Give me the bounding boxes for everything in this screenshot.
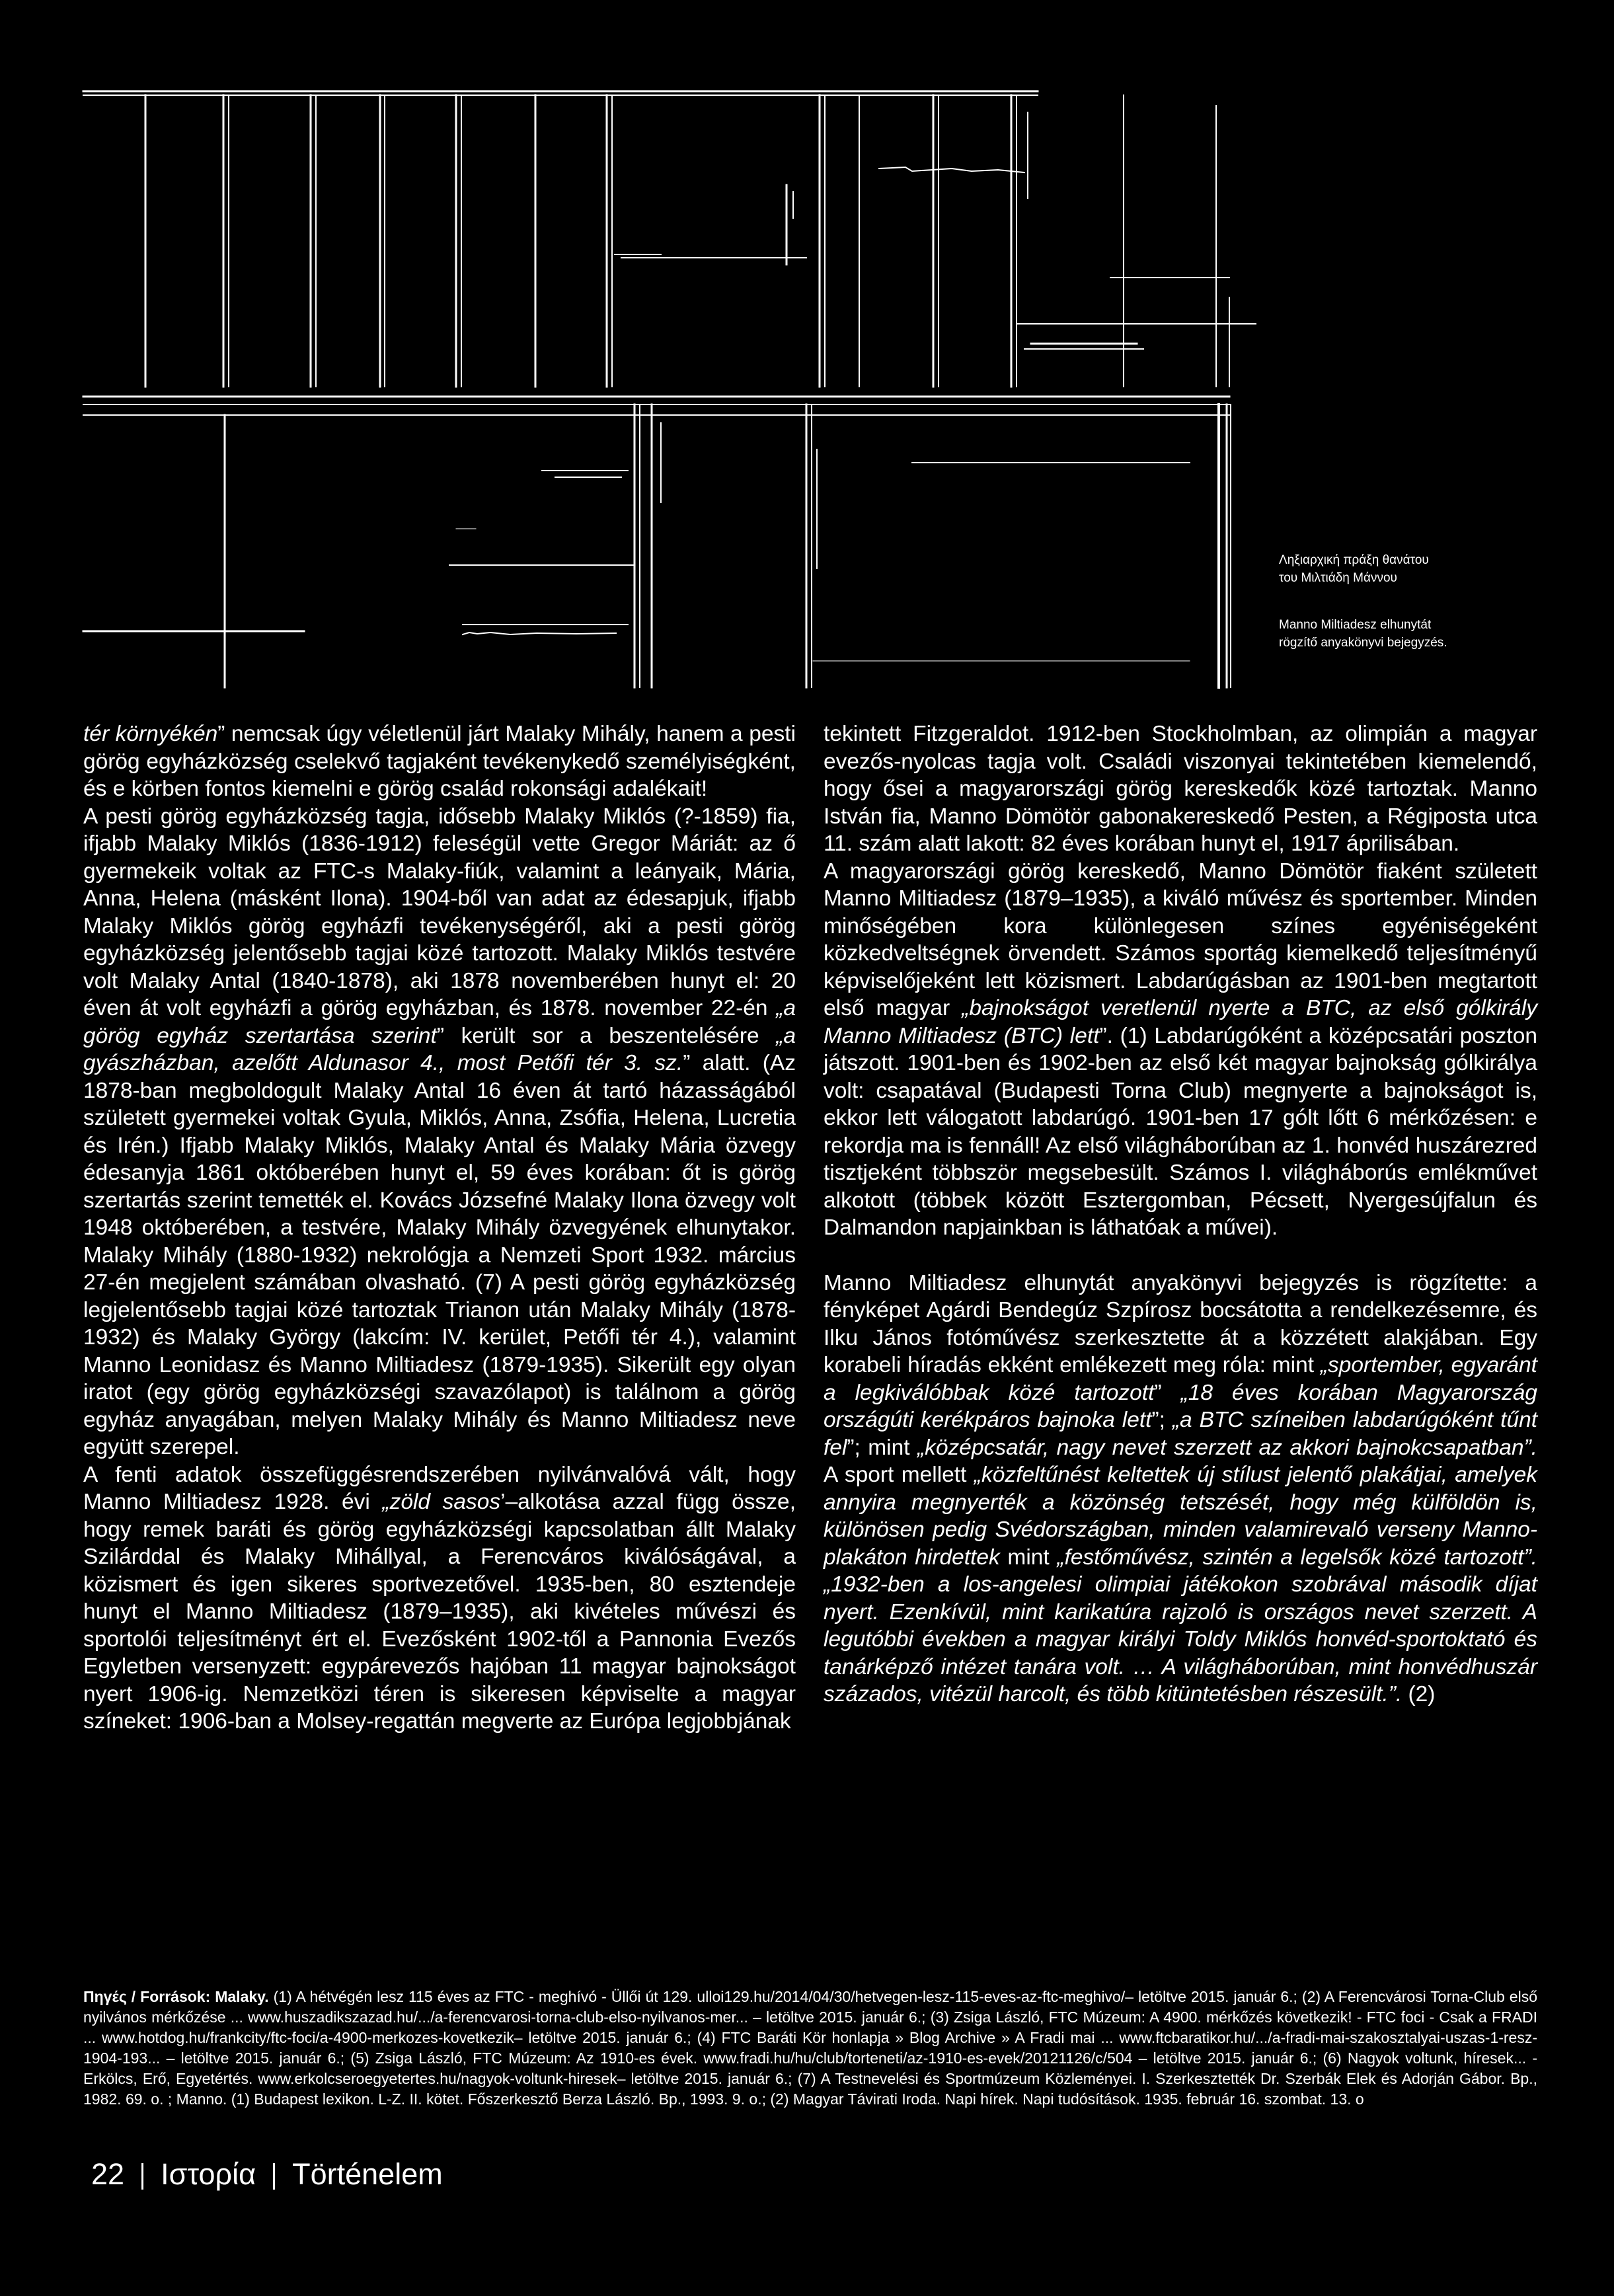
italic-quote: „bajnokságot veretlenül nyerte a BTC, az első gólkirály Manno Miltiadesz (BTC) lett (824, 996, 1537, 1048)
paragraph: tekintett Fitzgeraldot. 1912-ben Stockholmban, az olimpián a magyar evezős-nyolcas tagja volt. Családi viszonyai tekintetében kiemelendő, hogy ősei a magyarországi görög kereskedők közé tartoztak. Manno István fia, Manno Dömötör gabonakereskedő Pesten, a Régiposta utca 11. szám alatt lakott: 82 éves korában hunyt el, 1917 áprilisában. (824, 722, 1537, 856)
caption-hu-line1: Manno Miltiadesz elhunytát (1279, 618, 1432, 632)
caption-greek-line2: του Μιλτιάδη Μάννου (1279, 571, 1397, 585)
image-caption-hungarian (1279, 616, 1596, 652)
paragraph (824, 858, 1537, 1242)
text: ” került sor a beszentelésére (436, 1023, 759, 1048)
article-column-left (83, 720, 796, 1736)
italic-quote: „a görög egyház szertartása szerint (83, 996, 796, 1048)
italic-quote: tér környékén (83, 722, 218, 746)
text: A pesti görög egyházközség tagja, idősebb Malaky Miklós (?-1859) fia, ifjabb Malaky Miklós (1836-1912) feleségül vette Gregor Máriát: az ő gyermekeik voltak az FTC-s Malaky-fiúk, valamint a leányaik, Mária, Anna, Helena (másként Ilona). 1904-ből van adat az édesapjuk, ifjabb Malaky Miklós görög egyházfi tevékenységéről, aki a pesti görög egyházközség jelentősebb tagjai közé tartozott. Malaky Miklós testvére volt Malaky Antal (1840-1878), aki 1878 novemberében hunyt el: 20 éven át volt egyházfi a görög egyházban, és 1878. november 22-én (83, 804, 796, 1020)
italic-quote: „18 éves korában Magyarország országúti kerékpáros bajnoka lett (824, 1380, 1538, 1432)
page-footer (91, 2157, 443, 2192)
text: ” nemcsak úgy véletlenül járt Malaky Mihály, hanem a pesti görög egyházközség cselekvő tagjaként tevékenykedő személyiségként, és e körben fontos kiemelni e görög család rokonsági adalékait! (83, 722, 796, 801)
italic-quote: „zöld sasos (382, 1490, 501, 1514)
text: ”; (1151, 1408, 1165, 1432)
footer-divider (273, 2163, 275, 2190)
italic-quote: „festőművész, szintén a legelsők közé tartozott”. „1932-ben a los-angelesi olimpiai játékokon szobrával második díjat nyert. Ezenkívül, mint karikatúra rajzoló is országos nevet szerzett. A legutóbbi években a magyar királyi Toldy Miklós honvéd-sportoktató és tanárképző intézet tanára volt. … A világháborúban, mint honvédhuszár százados, vitézül harcolt, és több kitüntetésben részesült.”. (824, 1545, 1537, 1706)
text: A sport mellett (824, 1463, 967, 1487)
section-hungarian: Történelem (292, 2157, 443, 2191)
section-greek: Ιστορία (161, 2157, 256, 2191)
paragraph (83, 720, 796, 803)
caption-greek-line1: Ληξιαρχική πράξη θανάτου (1279, 553, 1429, 567)
paragraph (83, 803, 796, 1461)
text: ’–alkotása azzal függ össze, hogy remek baráti és görög egyházközségi kapcsolatban állt Malaky Szilárddal és Malaky Mihállyal, a Ferencváros kiválóságával, a közismert és igen sikeres sportvezetővel. 1935-ben, 80 esztendeje hunyt el Manno Miltiadesz (1879–1935), aki kivételes művészi és sportolói teljesítményt ért el. Evezősként 1902-től a Pannonia Evezős Egyletben versenyzett: egypárevezős hajóban 11 magyar bajnokságot nyert 1906-ig. Nemzetközi téren is sikeresen képviselte a magyar színeket: 1906-ban a Molsey-regattán megverte az Európa legjobbjának (83, 1490, 796, 1734)
text: Manno Miltiadesz elhunytát anyakönyvi bejegyzés is rögzítette: a fényképet Agárdi Bendegúz Szpírosz bocsátotta a rendelkezésemre, és Ilku János fotóművész szerkesztette át a közzétett alakjában. Egy korabeli híradás ekként emlékezett meg róla: mint (824, 1270, 1537, 1377)
text: ”; mint (847, 1435, 910, 1460)
text: mint (1007, 1545, 1050, 1570)
paragraph (83, 1461, 796, 1736)
sources-text: (1) A hétvégén lesz 115 éves az FTC - meghívó - Üllői út 129. ulloi129.hu/2014/04/30/hetvegen-lesz-115-eves-az-ftc-meghivo/– letöltve 2015. január 6.; (2) A Ferencvárosi Torna-Club első nyilvános mérkőzése ... www.huszadikszazad.hu/.../a-ferencvarosi-torna-club-elso-nyilvanos-mer... – letöltve 2015. január 6.; (3) Zsiga László, FTC Múzeum: A 4900. mérkőzés következik! - FTC foci - Csak a FRADI ... www.hotdog.hu/frankcity/ftc-foci/a-4900-merkozes-kovetkezik– letöltve 2015. január 6.; (4) FTC Baráti Kör honlapja » Blog Archive » A Fradi mai ... www.ftcbaratikor.hu/.../a-fradi-mai-szakosztalyai-uszas-1-resz-1904-193... – letöltve 2015. január 6.; (5) Zsiga László, FTC Múzeum: Az 1910-es évek. www.fradi.hu/hu/club/torteneti/az-1910-es-evek/20121126/c/504 – letöltve 2015. január 6.; (6) Nagyok voltunk, híresek... - Erkölcs, Erő, Egyetértés. www.erkolcseroegyetertes.hu/nagyok-voltunk-hiresek– letöltve 2015. január 6.; (7) A Testnevelési és Sportmúzeum Közleményei. I. Szerkesztették Dr. Szerbák Elek és Adorján Gábor. Bp., 1982. 69. o. ; Manno. (1) Budapest lexikon. L-Z. II. kötet. Főszerkesztő Berza László. Bp., 1993. 9. o.; (2) Magyar Távirati Iroda. Napi hírek. Napi tudósítások. 1935. február 16. szombat. 13. o (83, 1988, 1537, 2108)
italic-quote: „a gyászházban, azelőtt Aldunasor 4., most Petőfi tér 3. sz. (83, 1023, 796, 1075)
text: (2) (1408, 1682, 1436, 1706)
italic-quote: „középcsatár, nagy nevet szerzett az akkori bajnokcsapatban”. (917, 1435, 1537, 1460)
italic-quote: „a BTC színeiben labdarúgóként tűnt fel (824, 1408, 1538, 1460)
footer-divider (141, 2163, 143, 2190)
death-register-image (0, 0, 1614, 714)
page-number: 22 (91, 2157, 125, 2191)
paragraph (824, 1270, 1537, 1708)
caption-hu-line2: rögzítő anyakönyvi bejegyzés. (1279, 636, 1447, 650)
sources-label: Πηγές / Források: Malaky. (83, 1988, 269, 2005)
sources-block (83, 1987, 1537, 2110)
image-caption-greek (1279, 551, 1596, 587)
article-column-right (824, 720, 1537, 1708)
text: ” (1154, 1380, 1162, 1405)
text: ” alatt. (Az 1878-ban megboldogult Malaky Antal 16 éven át tartó házasságából született gyermekei voltak Gyula, Miklós, Anna, Zsófia, Helena, Lucretia és Irén.) Ifjabb Malaky Miklós, Malaky Antal és Malaky Mária özvegy édesanyja 1861 októberében hunyt el, 59 éves korában: őt is görög szertartás szerint temették el. Kovács Józsefné Malaky Ilona özvegy volt 1948 októberében, a testvére, Malaky Mihály özvegyének elhunytakor. Malaky Mihály (1880-1932) nekrológja a Nemzeti Sport 1932. március 27-én megjelent számában olvasható. (7) A pesti görög egyházközség legjelentősebb tagjai közé tartoztak Trianon után Malaky Mihály (1878-1932) és Malaky György (lakcím: IV. kerület, Petőfi tér 4.), valamint Manno Leonidasz és Manno Miltiadesz (1879-1935). Sikerült egy olyan iratot (egy görög egyházközségi szavazólapot) is találnom a görög egyház anyagában, melyen Malaky Mihály és Manno Miltiadesz neve együtt szerepel. (83, 1051, 796, 1459)
italic-quote: „sportember, egyaránt a legkiválóbbak közé tartozott (824, 1353, 1537, 1405)
italic-quote: „közfeltűnést keltettek új stílust jelentő plakátjai, amelyek annyira megnyerték a közönség tetszését, hogy még külföldön is, különösen pedig Svédországban, minden valamirevaló verseny Manno-plakáton hirdettek (824, 1463, 1537, 1570)
text: A fenti adatok összefüggésrendszerében nyilvánvalóvá vált, hogy Manno Miltiadesz 1928. évi (83, 1462, 796, 1514)
text: ”. (1) Labdarúgóként a középcsatári poszton játszott. 1901-ben és 1902-ben az első két magyar bajnokság gólkirálya volt: csapatával (Budapesti Torna Club) megnyerte a bajnokságot is, ekkor lett válogatott labdarúgó. 1901-ben 17 gólt lőtt 6 mérkőzésen: e rekordja ma is fennáll! Az első világháborúban az 1. honvéd huszárezred tisztjeként többször megsebesült. Számos I. világháborús emlékművet alkotott (többek között Esztergomban, Pécsett, Nyergesújfalun és Dalmandon napjainkban is láthatóak a művei). (824, 1023, 1537, 1240)
text: A magyarországi görög kereskedő, Manno Dömötör fiaként született Manno Miltiadesz (1879–1935), a kiváló művész és sportember. Minden minőségében kora különlegesen színes egyéniségeként közkedveltségnek örvendett. Számos sportág kiemelkedő teljesítményű képviselőjeként lett közismert. Labdarúgásban az 1901-ben megtartott első magyar (824, 859, 1537, 1020)
